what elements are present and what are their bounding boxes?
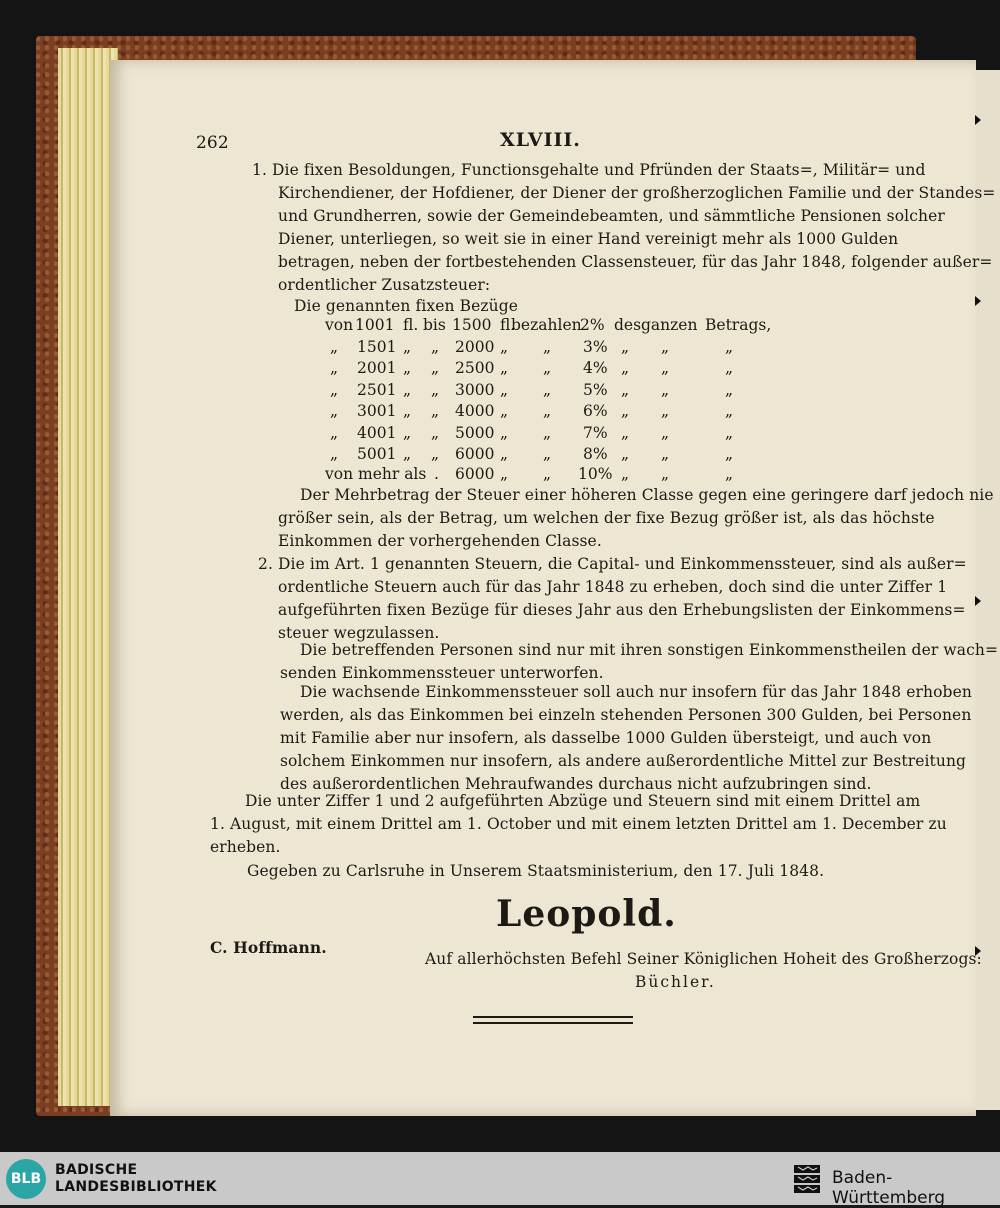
table-cell: „ xyxy=(621,445,630,463)
table-cell: „ xyxy=(621,423,630,442)
table-row xyxy=(0,316,1000,336)
table-row xyxy=(0,381,1000,401)
text-line: Die betreffenden Personen sind nur mit ihren sonstigen Einkommenstheilen der wach= xyxy=(300,641,999,659)
table-cell: „ xyxy=(500,423,509,442)
table-row xyxy=(0,338,1000,358)
page-number: 262 xyxy=(196,133,229,153)
table-cell: „ xyxy=(431,380,440,399)
table-cell: fl. xyxy=(500,316,516,334)
table-cell: „ xyxy=(330,337,339,356)
table-cell: „ xyxy=(500,402,509,420)
table-cell: „ xyxy=(621,337,630,356)
text-line: Einkommen der vorhergehenden Classe. xyxy=(278,532,602,550)
table-cell: „ xyxy=(661,445,670,463)
text-line: 1. Die fixen Besoldungen, Functionsgehalte und Pfründen der Staats=, Militär= und xyxy=(252,161,926,179)
table-cell: „ xyxy=(725,423,734,442)
table-cell: „ xyxy=(725,337,734,356)
table-cell: 2000 xyxy=(455,337,495,356)
library-name-line: LANDESBIBLIOTHEK xyxy=(55,1179,217,1195)
text-line: solchem Einkommen nur insofern, als andere außerordentliche Mittel zur Bestreitung xyxy=(280,752,967,770)
text-line: erheben. xyxy=(210,838,281,856)
text-line: größer sein, als der Betrag, um welchen der fixe Bezug größer ist, als das höchste xyxy=(278,509,935,527)
text-line: Die wachsende Einkommenssteuer soll auch nur insofern für das Jahr 1848 erhoben xyxy=(300,683,972,701)
table-cell: fl. xyxy=(403,316,419,334)
table-cell: „ xyxy=(661,380,670,399)
text-line: steuer wegzulassen. xyxy=(278,624,440,642)
table-cell: „ xyxy=(500,445,509,463)
table-cell: 5001 xyxy=(357,445,397,463)
table-cell: „ xyxy=(621,359,630,377)
table-cell: „ xyxy=(403,423,412,442)
table-cell: ganzen xyxy=(641,316,698,334)
table-cell: „ xyxy=(330,359,339,377)
table-cell: „ xyxy=(543,359,552,377)
table-cell: „ xyxy=(403,380,412,399)
table-cell: Betrags, xyxy=(705,316,772,334)
page-marker-icon xyxy=(975,296,981,306)
table-cell: „ xyxy=(661,337,670,356)
table-cell: 2% xyxy=(580,316,605,334)
table-cell: 2001 xyxy=(357,359,397,377)
blb-logo-icon[interactable]: BLB xyxy=(6,1159,46,1199)
table-cell: „ xyxy=(543,402,552,420)
table-cell: „ xyxy=(543,445,552,463)
table-cell: „ xyxy=(661,402,670,420)
table-cell: „ xyxy=(621,380,630,399)
text-line: Die unter Ziffer 1 und 2 aufgeführten Abzüge und Steuern sind mit einem Drittel am xyxy=(245,792,921,810)
page-marker-icon xyxy=(975,115,981,125)
table-cell: „ xyxy=(500,380,509,399)
table-cell: „ xyxy=(403,402,412,420)
page-stack-edge xyxy=(58,48,118,1106)
table-cell: 4000 xyxy=(455,402,495,420)
secretary-name: Büchler. xyxy=(635,973,716,991)
table-cell: „ xyxy=(621,402,630,420)
state-coat-of-arms-icon xyxy=(792,1162,822,1196)
table-row xyxy=(0,424,1000,444)
table-cell: „ xyxy=(431,445,440,463)
table-cell: „ xyxy=(403,445,412,463)
text-line: mit Familie aber nur insofern, als dasselbe 1000 Gulden übersteigt, und auch von xyxy=(280,729,932,747)
signature: Leopold. xyxy=(496,893,677,935)
section-heading: XLVIII. xyxy=(500,129,581,151)
table-cell: „ xyxy=(543,337,552,356)
table-cell: „ xyxy=(500,337,509,356)
text-line: senden Einkommenssteuer unterworfen. xyxy=(280,664,604,682)
text-line: Der Mehrbetrag der Steuer einer höheren Classe gegen eine geringere darf jedoch nie xyxy=(300,486,994,504)
table-cell: 5000 xyxy=(455,423,495,442)
table-cell: 1501 xyxy=(357,337,397,356)
table-cell: 3000 xyxy=(455,380,495,399)
page-marker-icon xyxy=(975,596,981,606)
table-cell: „ xyxy=(725,380,734,399)
text-line: werden, als das Einkommen bei einzeln stehenden Personen 300 Gulden, bei Personen xyxy=(280,706,972,724)
table-cell: „ xyxy=(543,423,552,442)
text-line: aufgeführten fixen Bezüge für dieses Jahr aus den Erhebungslisten der Einkommens= xyxy=(278,601,966,619)
given-line: Gegeben zu Carlsruhe in Unserem Staatsministerium, den 17. Juli 1848. xyxy=(247,862,825,880)
text-line: 2. Die im Art. 1 genannten Steuern, die Capital- und Einkommenssteuer, sind als außer= xyxy=(258,555,967,573)
table-cell: „ xyxy=(725,445,734,463)
countersignature: C. Hoffmann. xyxy=(210,938,327,957)
command-line: Auf allerhöchsten Befehl Seiner Königlichen Hoheit des Großherzogs: xyxy=(425,950,982,968)
table-cell: von xyxy=(325,316,354,334)
table-cell: 4001 xyxy=(357,423,397,442)
table-cell: 5% xyxy=(583,380,608,399)
text-line: des außerordentlichen Mehraufwandes durchaus nicht aufzubringen sind. xyxy=(280,775,872,793)
closing-rule xyxy=(473,1016,633,1024)
state-name[interactable]: Baden-Württemberg xyxy=(832,1168,946,1208)
table-cell: „ xyxy=(330,445,339,463)
table-intro: Die genannten fixen Bezüge xyxy=(294,297,519,315)
table-cell: 6000 xyxy=(455,445,495,463)
table-cell: 2501 xyxy=(357,380,397,399)
table-cell: 3% xyxy=(583,337,608,356)
table-cell: „ xyxy=(403,337,412,356)
table-cell: 2500 xyxy=(455,359,495,377)
table-cell: 7% xyxy=(583,423,608,442)
table-cell: 4% xyxy=(583,359,608,377)
table-cell: 6% xyxy=(583,402,608,420)
table-cell: „ xyxy=(330,423,339,442)
table-cell: bis xyxy=(423,316,446,334)
table-cell: 8% xyxy=(583,445,608,463)
text-line: betragen, neben der fortbestehenden Classensteuer, für das Jahr 1848, folgender außer= xyxy=(278,253,993,271)
table-cell: 1001 xyxy=(355,316,395,334)
table-row xyxy=(0,445,1000,465)
table-cell: „ xyxy=(725,359,734,377)
text-line: Kirchendiener, der Hofdiener, der Diener der großherzoglichen Familie und der Standes= xyxy=(278,184,996,202)
table-cell: „ xyxy=(431,423,440,442)
table-row: von mehr als . 6000 „ „ 10% „ „ „ xyxy=(325,465,734,483)
table-cell: „ xyxy=(725,402,734,420)
table-cell: bezahlen xyxy=(511,316,582,334)
table-cell: „ xyxy=(431,337,440,356)
table-cell: „ xyxy=(661,359,670,377)
table-cell: „ xyxy=(431,402,440,420)
table-cell: „ xyxy=(500,359,509,377)
text-line: ordentliche Steuern auch für das Jahr 1848 zu erheben, doch sind die unter Ziffer 1 xyxy=(278,578,948,596)
table-cell: des xyxy=(614,316,642,334)
footer-bar xyxy=(0,1152,1000,1208)
table-cell: „ xyxy=(330,380,339,399)
table-cell: „ xyxy=(330,402,339,420)
table-cell: „ xyxy=(661,423,670,442)
table-cell: 3001 xyxy=(357,402,397,420)
table-cell: „ xyxy=(543,380,552,399)
table-cell: „ xyxy=(431,359,440,377)
table-cell: 1500 xyxy=(452,316,492,334)
text-line: 1. August, mit einem Drittel am 1. October und mit einem letzten Drittel am 1. December zu xyxy=(210,815,947,833)
library-name[interactable] xyxy=(55,1162,217,1196)
text-line: und Grundherren, sowie der Gemeindebeamten, und sämmtliche Pensionen solcher xyxy=(278,207,945,225)
text-line: Diener, unterliegen, so weit sie in einer Hand vereinigt mehr als 1000 Gulden xyxy=(278,230,899,248)
table-row xyxy=(0,359,1000,379)
text-line: ordentlicher Zusatzsteuer: xyxy=(278,276,491,294)
library-name-line: BADISCHE xyxy=(55,1162,138,1178)
table-row xyxy=(0,402,1000,422)
table-cell: „ xyxy=(403,359,412,377)
